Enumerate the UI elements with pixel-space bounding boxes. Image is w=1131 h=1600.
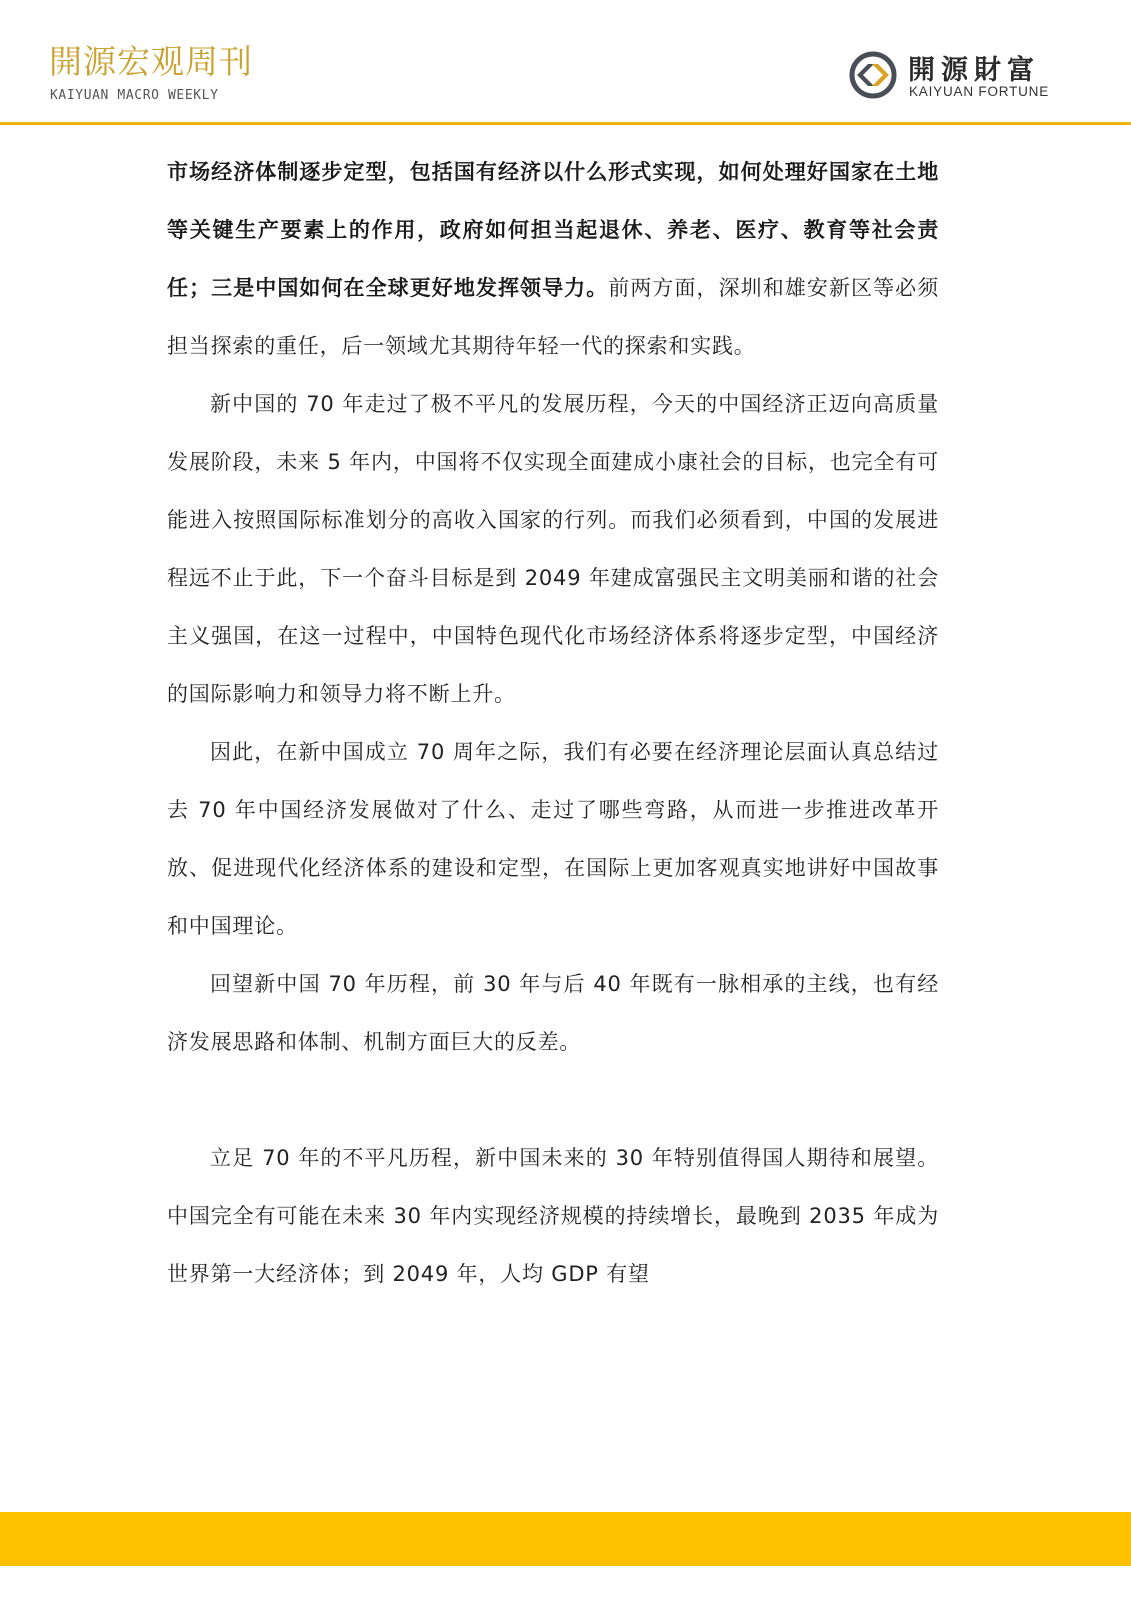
paragraph — [167, 143, 939, 375]
header-divider — [0, 122, 1131, 125]
brand-logo — [848, 46, 1078, 106]
bold-text: 市场经济体制逐步定型，包括国有经济以什么形式实现，如何处理好国家在土地等关键生产要素上的作用，政府如何担当起退休、养老、医疗、教育等社会责任；三是中国如何在全球更好地发挥领导力。 — [167, 160, 939, 300]
publication-title: 開源宏观周刊 — [49, 42, 253, 81]
paragraph: 回望新中国 70 年历程，前 30 年与后 40 年既有一脉相承的主线，也有经济发展思路和体制、机制方面巨大的反差。 — [167, 972, 939, 1054]
paragraph: 因此，在新中国成立 70 周年之际，我们有必要在经济理论层面认真总结过去 70 年中国经济发展做对了什么、走过了哪些弯路，从而进一步推进改革开放、促进现代化经济体系的建设和定型，在国际上更加客观真实地讲好中国故事和中国理论。 — [167, 740, 939, 938]
publication-subtitle: KAIYUAN MACRO WEEKLY — [50, 88, 219, 103]
paragraph: 新中国的 70 年走过了极不平凡的发展历程，今天的中国经济正迈向高质量发展阶段，未来 5 年内，中国将不仅实现全面建成小康社会的目标，也完全有可能进入按照国际标准划分的高收入国家的行列。而我们必须看到，中国的发展进程远不止于此，下一个奋斗目标是到 2049 年建成富强民主文明美丽和谐的社会主义强国，在这一过程中，中国特色现代化市场经济体系将逐步定型，中国经济的国际影响力和领导力将不断上升。 — [167, 392, 939, 706]
paragraph: 立足 70 年的不平凡历程，新中国未来的 30 年特别值得国人期待和展望。中国完全有可能在未来 30 年内实现经济规模的持续增长，最晚到 2035 年成为世界第一大经济体；到 2049 年，人均 GDP 有望 — [167, 1146, 939, 1286]
paragraph-text: 前两方面，深圳和雄安新区等必须担当探索的重任，后一领域尤其期待年轻一代的探索和实践。 — [167, 276, 940, 358]
logo-chinese-text: 開源財富 — [908, 55, 1040, 86]
section-gap — [167, 1071, 939, 1129]
article-body — [167, 143, 939, 1303]
page-header — [0, 0, 1131, 126]
kaiyuan-logo-icon — [848, 50, 898, 100]
logo-english-text: KAIYUAN FORTUNE — [909, 84, 1050, 99]
footer-bar — [0, 1512, 1131, 1566]
